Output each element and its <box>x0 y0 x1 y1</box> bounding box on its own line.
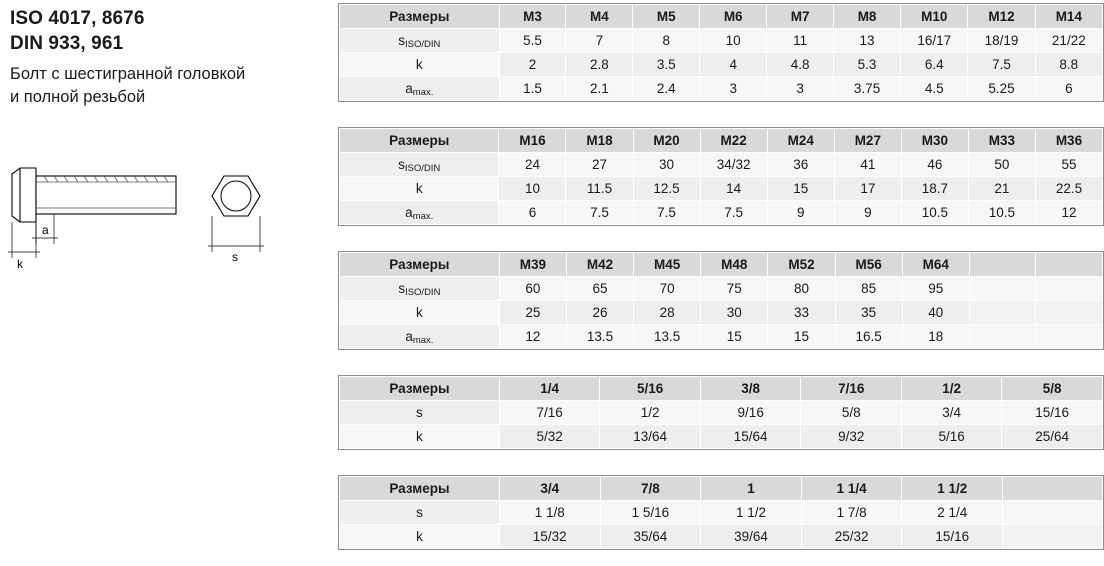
header-cell: M52 <box>768 253 835 277</box>
data-cell: 5/32 <box>499 425 599 449</box>
row-label-sub: max. <box>412 335 434 346</box>
table-header-row <box>340 253 1103 277</box>
header-cell: M5 <box>633 5 700 29</box>
header-cell: 1/4 <box>499 377 599 401</box>
data-cell: 7.5 <box>968 53 1035 77</box>
header-cell: M4 <box>566 5 633 29</box>
data-cell: 5/16 <box>901 425 1001 449</box>
data-cell: 85 <box>835 277 902 301</box>
header-cell: M45 <box>634 253 701 277</box>
row-label-text: k <box>415 57 423 72</box>
data-cell-empty <box>969 325 1036 349</box>
data-cell-empty <box>1003 525 1103 549</box>
row-label-sub: max. <box>412 87 434 98</box>
data-cell: 15/32 <box>499 525 600 549</box>
header-cell: M10 <box>901 5 968 29</box>
data-cell: 25/32 <box>801 525 902 549</box>
row-label <box>340 501 500 525</box>
table-row <box>340 301 1103 325</box>
data-cell: 6.4 <box>901 53 968 77</box>
drawing-label-a: a <box>42 223 49 237</box>
data-cell: 1 1/8 <box>499 501 600 525</box>
data-cell: 13.5 <box>634 325 701 349</box>
data-cell: 7 <box>566 29 633 53</box>
table-row <box>340 401 1103 425</box>
data-cell: 7.5 <box>700 201 767 225</box>
row-label-text: a <box>405 329 413 344</box>
row-label <box>340 325 500 349</box>
header-cell: M3 <box>499 5 566 29</box>
row-label <box>340 401 500 425</box>
data-cell: 36 <box>767 153 834 177</box>
header-cell: M20 <box>633 129 700 153</box>
data-cell-empty <box>1003 501 1103 525</box>
header-cell: M7 <box>767 5 834 29</box>
data-cell: 15/16 <box>1002 401 1103 425</box>
row-label-sub: ISO/DIN <box>404 39 441 50</box>
row-label <box>340 525 500 549</box>
data-cell: 41 <box>834 153 901 177</box>
data-cell: 2.8 <box>566 53 633 77</box>
header-cell: M12 <box>968 5 1035 29</box>
drawing-label-s: s <box>232 250 238 264</box>
row-label <box>340 77 500 101</box>
dimension-table-metric-3 <box>338 251 1104 355</box>
data-cell: 4 <box>700 53 767 77</box>
data-cell: 15/64 <box>700 425 801 449</box>
data-cell: 24 <box>499 153 566 177</box>
row-label-text: s <box>416 505 423 520</box>
data-cell: 1 1/2 <box>701 501 802 525</box>
row-label <box>340 201 499 225</box>
data-cell-empty <box>1036 325 1103 349</box>
data-cell: 21/22 <box>1035 29 1102 53</box>
header-cell: M42 <box>566 253 633 277</box>
table-header-row <box>340 477 1103 501</box>
header-cell: 5/16 <box>600 377 701 401</box>
row-label-text: s <box>398 157 405 172</box>
data-cell: 1 5/16 <box>600 501 701 525</box>
header-cell: M8 <box>834 5 901 29</box>
header-cell: M14 <box>1035 5 1102 29</box>
data-cell: 22.5 <box>1035 177 1102 201</box>
bolt-technical-drawing <box>0 160 330 275</box>
data-cell: 12 <box>1035 201 1102 225</box>
standard-line-2: DIN 933, 961 <box>10 33 124 54</box>
row-label-text: s <box>398 281 406 296</box>
data-cell: 17 <box>834 177 901 201</box>
data-cell: 35 <box>835 301 902 325</box>
header-cell: M27 <box>834 129 901 153</box>
header-cell: Размеры <box>340 253 500 277</box>
data-cell: 2 1/4 <box>902 501 1003 525</box>
data-cell: 10.5 <box>901 201 968 225</box>
table-row <box>340 177 1103 201</box>
data-cell: 3.5 <box>633 53 700 77</box>
header-cell: 7/16 <box>801 377 901 401</box>
data-cell: 30 <box>633 153 700 177</box>
data-cell: 7.5 <box>633 201 700 225</box>
data-cell: 55 <box>1035 153 1102 177</box>
product-description-line-1: Болт с шестигранной головкой <box>10 65 246 83</box>
data-cell: 15 <box>701 325 768 349</box>
table-header-row <box>340 5 1103 29</box>
dimension-table-metric-1 <box>338 3 1104 107</box>
header-cell: M33 <box>968 129 1035 153</box>
data-cell: 9/32 <box>801 425 901 449</box>
data-cell: 27 <box>566 153 633 177</box>
row-label-text: s <box>416 405 423 420</box>
header-cell: Размеры <box>340 477 500 501</box>
row-label-sub: max. <box>412 211 434 222</box>
data-cell: 9/16 <box>700 401 801 425</box>
data-cell: 35/64 <box>600 525 701 549</box>
data-cell: 16/17 <box>901 29 968 53</box>
data-cell: 10 <box>499 177 566 201</box>
row-label <box>340 301 500 325</box>
header-cell: M56 <box>835 253 902 277</box>
row-label <box>340 177 499 201</box>
data-cell: 18/19 <box>968 29 1035 53</box>
row-label-text: a <box>405 81 413 96</box>
data-cell: 15 <box>768 325 835 349</box>
data-cell: 7/16 <box>499 401 599 425</box>
row-label-text: k <box>416 529 423 544</box>
table-row <box>340 153 1103 177</box>
row-label-sub: ISO/DIN <box>404 163 441 174</box>
header-cell: Размеры <box>340 377 500 401</box>
data-cell: 3/4 <box>901 401 1001 425</box>
product-description-line-2: и полной резьбой <box>10 88 146 106</box>
row-label-sub: ISO/DIN <box>405 287 441 298</box>
data-cell-empty <box>1036 277 1103 301</box>
row-label-text: s <box>398 33 405 48</box>
header-cell: Размеры <box>340 5 500 29</box>
data-cell: 3 <box>700 77 767 101</box>
data-cell: 2.4 <box>633 77 700 101</box>
data-cell-empty <box>969 301 1036 325</box>
header-cell: M39 <box>499 253 566 277</box>
data-cell: 13 <box>834 29 901 53</box>
data-cell: 26 <box>566 301 633 325</box>
data-cell: 25 <box>499 301 566 325</box>
header-cell: M30 <box>901 129 968 153</box>
data-cell: 3 <box>767 77 834 101</box>
table-row <box>340 277 1103 301</box>
table-row <box>340 501 1103 525</box>
table-row <box>340 77 1103 101</box>
data-cell: 46 <box>901 153 968 177</box>
header-cell: 1/2 <box>901 377 1001 401</box>
header-cell: M64 <box>902 253 969 277</box>
header-cell: M16 <box>499 129 566 153</box>
data-cell-empty <box>969 277 1036 301</box>
data-cell: 9 <box>767 201 834 225</box>
data-cell: 2 <box>499 53 566 77</box>
header-cell: 5/8 <box>1002 377 1103 401</box>
data-cell: 33 <box>768 301 835 325</box>
data-cell: 39/64 <box>701 525 802 549</box>
data-cell: 6 <box>1035 77 1102 101</box>
dimension-table-metric-2 <box>338 127 1104 231</box>
data-cell: 16.5 <box>835 325 902 349</box>
data-cell: 75 <box>701 277 768 301</box>
data-cell: 9 <box>834 201 901 225</box>
table-row <box>340 425 1103 449</box>
data-cell: 1.5 <box>499 77 566 101</box>
data-cell: 34/32 <box>700 153 767 177</box>
data-cell: 10 <box>700 29 767 53</box>
data-cell: 8 <box>633 29 700 53</box>
data-cell: 5.5 <box>499 29 566 53</box>
data-cell: 4.8 <box>767 53 834 77</box>
data-cell: 18 <box>902 325 969 349</box>
row-label <box>340 29 500 53</box>
data-cell: 5.25 <box>968 77 1035 101</box>
table-header-row <box>340 129 1103 153</box>
data-cell: 60 <box>499 277 566 301</box>
data-cell: 13/64 <box>600 425 701 449</box>
data-cell: 8.8 <box>1035 53 1102 77</box>
data-cell: 11.5 <box>566 177 633 201</box>
data-cell: 12.5 <box>633 177 700 201</box>
header-cell: M36 <box>1035 129 1102 153</box>
data-cell: 10.5 <box>968 201 1035 225</box>
data-cell: 14 <box>700 177 767 201</box>
table-row <box>340 201 1103 225</box>
row-label-text: k <box>416 305 423 320</box>
header-cell: 1 1/4 <box>801 477 902 501</box>
data-cell-empty <box>1036 301 1103 325</box>
table-header-row <box>340 377 1103 401</box>
header-cell-empty <box>1036 253 1103 277</box>
row-label <box>340 277 500 301</box>
row-label-text: k <box>415 181 423 196</box>
data-cell: 25/64 <box>1002 425 1103 449</box>
table-row <box>340 29 1103 53</box>
dimension-table-inch-1 <box>338 375 1104 455</box>
row-label <box>340 53 500 77</box>
header-cell: 3/4 <box>499 477 600 501</box>
row-label <box>340 425 500 449</box>
data-cell: 30 <box>701 301 768 325</box>
data-cell: 18.7 <box>901 177 968 201</box>
dimension-table-inch-2 <box>338 475 1104 555</box>
data-cell: 15 <box>767 177 834 201</box>
data-cell: 21 <box>968 177 1035 201</box>
row-label <box>340 153 499 177</box>
header-cell: M18 <box>566 129 633 153</box>
data-cell: 2.1 <box>566 77 633 101</box>
data-cell: 12 <box>499 325 566 349</box>
data-cell: 80 <box>768 277 835 301</box>
data-cell: 1 7/8 <box>801 501 902 525</box>
header-cell-empty <box>969 253 1036 277</box>
data-cell: 4.5 <box>901 77 968 101</box>
data-cell: 3.75 <box>834 77 901 101</box>
drawing-label-k: k <box>17 257 23 271</box>
header-cell: M24 <box>767 129 834 153</box>
header-cell: 1 1/2 <box>902 477 1003 501</box>
data-cell: 28 <box>634 301 701 325</box>
data-cell: 5/8 <box>801 401 901 425</box>
header-cell: 3/8 <box>700 377 801 401</box>
table-row <box>340 525 1103 549</box>
data-cell: 65 <box>566 277 633 301</box>
data-cell: 70 <box>634 277 701 301</box>
data-cell: 7.5 <box>566 201 633 225</box>
data-cell: 5.3 <box>834 53 901 77</box>
data-cell: 6 <box>499 201 566 225</box>
header-cell: Размеры <box>340 129 499 153</box>
data-cell: 95 <box>902 277 969 301</box>
data-cell: 15/16 <box>902 525 1003 549</box>
header-cell: 1 <box>701 477 802 501</box>
data-cell: 1/2 <box>600 401 701 425</box>
table-row <box>340 53 1103 77</box>
product-info-panel <box>10 6 335 109</box>
row-label-text: k <box>416 429 423 444</box>
data-cell: 40 <box>902 301 969 325</box>
data-cell: 50 <box>968 153 1035 177</box>
table-row <box>340 325 1103 349</box>
header-cell: M48 <box>701 253 768 277</box>
header-cell: 7/8 <box>600 477 701 501</box>
data-cell: 13.5 <box>566 325 633 349</box>
header-cell: M22 <box>700 129 767 153</box>
data-cell: 11 <box>767 29 834 53</box>
header-cell: M6 <box>700 5 767 29</box>
standard-line-1: ISO 4017, 8676 <box>10 8 145 29</box>
row-label-text: a <box>405 205 413 220</box>
header-cell-empty <box>1003 477 1103 501</box>
